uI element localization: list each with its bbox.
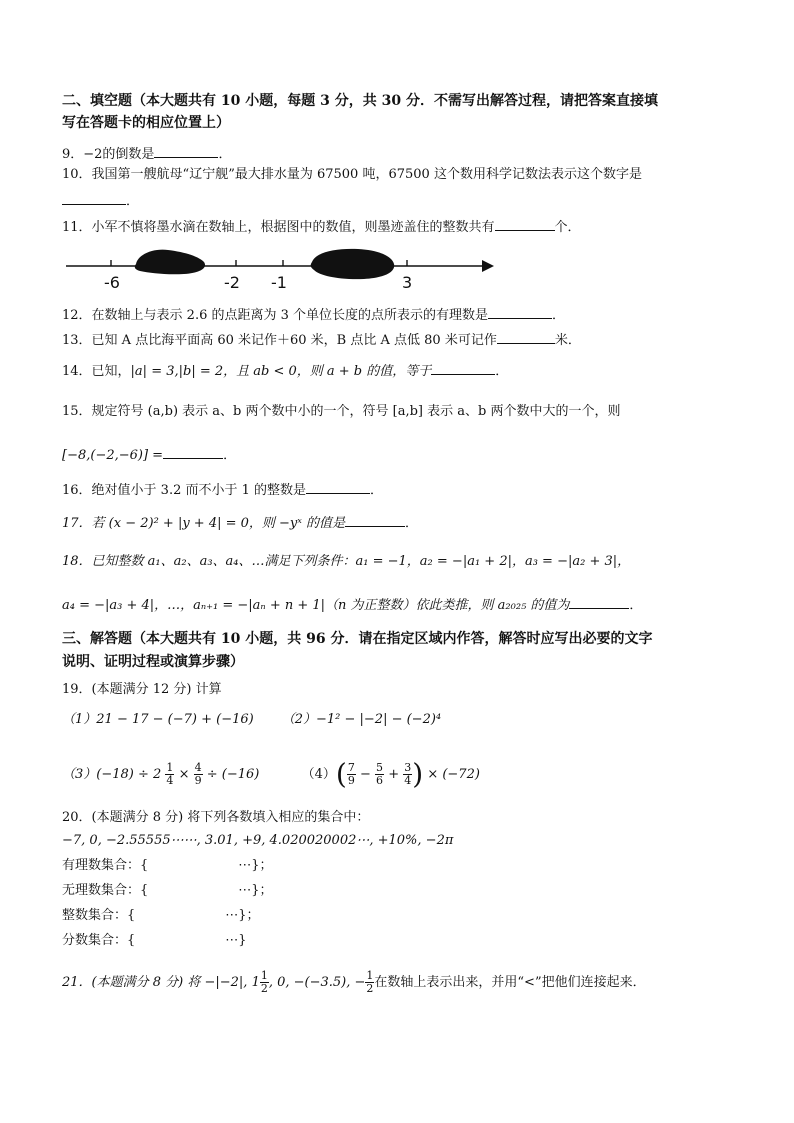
set-integer <box>62 907 260 925</box>
set-fraction-end: ⋯} <box>225 933 247 948</box>
p4-frac3-num: 3 <box>404 761 412 774</box>
section3-heading-2: 说明、证明过程或演算步骤） <box>62 654 244 670</box>
frac1-num: 1 <box>166 761 174 774</box>
q18-line1: 18．已知整数 a₁、a₂、a₃、a₄、…满足下列条件：a₁ = −1，a₂ = −|a₁ + 2|，a₃ = −|a₂ + 3|， <box>62 554 631 569</box>
q19-part3-times: × <box>178 767 190 782</box>
q21-frac2-num: 1 <box>366 969 374 982</box>
set-irrational-end: ⋯}； <box>238 883 273 898</box>
q19-part4-end: × (−72) <box>427 767 480 782</box>
question-18-line2 <box>62 594 642 615</box>
ink-blot-left <box>135 250 205 275</box>
q19-part3-row <box>62 757 480 791</box>
q14-answer-blank[interactable] <box>431 360 495 375</box>
question-21 <box>62 970 646 995</box>
q18-answer-blank[interactable] <box>569 594 629 609</box>
p4-minus: − <box>360 767 371 782</box>
q17-answer-blank[interactable] <box>345 512 405 527</box>
q16-text: 16．绝对值小于 3.2 而不小于 1 的整数是 <box>62 483 307 498</box>
question-17 <box>62 512 418 533</box>
p4-frac3-den: 4 <box>404 774 412 787</box>
set-rational-label: 有理数集合：{ <box>62 858 149 873</box>
frac2-den: 9 <box>194 774 202 787</box>
q21-frac1-den: 2 <box>260 982 268 995</box>
q19-part3-frac1 <box>165 762 174 787</box>
set-integer-end: ⋯}； <box>225 908 260 923</box>
set-irrational-label: 无理数集合：{ <box>62 883 149 898</box>
q11-end: 个． <box>554 220 581 235</box>
q9-text: 9．−2的倒数是 <box>62 147 155 162</box>
question-15-line2 <box>62 444 236 465</box>
question-10 <box>62 166 642 184</box>
p4-frac2-num: 5 <box>376 761 384 774</box>
q14-end: ． <box>495 364 509 379</box>
q19-part4-start: （4） <box>301 767 336 782</box>
q21-part-b: , 0, −(−3.5), − <box>268 975 366 990</box>
q15-expression: [−8,(−2,−6)] = <box>62 448 164 463</box>
set-fraction <box>62 932 247 950</box>
q13-text: 13．已知 A 点比海平面高 60 米记作＋60 米，B 点比 A 点低 80 米可记作 <box>62 333 497 348</box>
q19-part3-end: ÷ (−16) <box>206 767 260 782</box>
q20-numbers: −7, 0, −2.55555⋯⋯, 3.01, +9, 4.020020002⋯, +10%, −2π <box>62 833 454 848</box>
set-fraction-label: 分数集合：{ <box>62 933 136 948</box>
question-19-title: 19．(本题满分 12 分) 计算 <box>62 682 222 697</box>
question-9 <box>62 143 231 164</box>
section2-heading-1: 二、填空题（本大题共有 10 小题，每题 3 分，共 30 分．不需写出解答过程，请把答案直接填 <box>62 93 658 109</box>
q19-part1-row <box>62 711 441 729</box>
q12-answer-blank[interactable] <box>488 304 552 319</box>
question-10-line2 <box>62 190 139 211</box>
number-line-arrow <box>482 260 494 272</box>
question-20-title: 20．(本题满分 8 分) 将下列各数填入相应的集合中： <box>62 810 370 825</box>
q15-answer-blank[interactable] <box>163 444 223 459</box>
q19-part3-start: （3）(−18) ÷ 2 <box>62 767 162 782</box>
set-rational <box>62 857 273 875</box>
p4-frac1-num: 7 <box>347 761 355 774</box>
q18-end: ． <box>629 598 643 613</box>
label-neg2: -2 <box>224 273 240 292</box>
q10-end: ． <box>126 194 140 209</box>
section3-heading-1: 三、解答题（本大题共有 10 小题，共 96 分．请在指定区域内作答，解答时应写出必要的文字 <box>62 631 653 647</box>
q21-frac1-num: 1 <box>260 969 268 982</box>
frac2-num: 4 <box>194 761 202 774</box>
q16-answer-blank[interactable] <box>306 479 370 494</box>
q19-part3-frac2 <box>194 762 203 787</box>
frac1-den: 4 <box>166 774 174 787</box>
q19-part2: （2）−1² − |−2| − (−2)⁴ <box>281 712 442 727</box>
label-3: 3 <box>402 273 413 292</box>
q19-part4-lparen: ( <box>335 757 347 791</box>
q16-end: ． <box>370 483 384 498</box>
question-18 <box>62 553 630 571</box>
number-line-figure <box>66 240 496 296</box>
q13-end: 米． <box>554 333 581 348</box>
ink-blot-right <box>311 249 395 279</box>
q14-expression: |a| = 3,|b| = 2，且 ab < 0，则 a + b 的值，等于 <box>130 364 432 379</box>
q18-line2: a₄ = −|a₃ + 4|，…，aₙ₊₁ = −|aₙ + n + 1|（n 为正整数）依此类推，则 a₂₀₂₅ 的值为 <box>62 598 570 613</box>
set-integer-label: 整数集合：{ <box>62 908 136 923</box>
question-14 <box>62 360 508 381</box>
q21-frac2-den: 2 <box>366 982 374 995</box>
q21-part-a: 21．(本题满分 8 分) 将 −|−2|, 1 <box>62 975 260 990</box>
q19-part4-rparen: ) <box>412 757 424 791</box>
q19-part4-frac1 <box>347 762 356 787</box>
q15-line1: 15．规定符号 (a,b) 表示 a、b 两个数中小的一个，符号 [a,b] 表示 a、b 两个数中大的一个，则 <box>62 404 621 419</box>
question-16 <box>62 479 383 500</box>
q19-part4-frac3 <box>403 762 412 787</box>
q10-text: 10．我国第一艘航母“辽宁舰”最大排水量为 67500 吨，67500 这个数用科学记数法表示这个数字是 <box>62 167 642 182</box>
set-irrational <box>62 882 273 900</box>
q17-text: 17．若 (x − 2)² + |y + 4| = 0，则 −yˣ 的值是 <box>62 516 346 531</box>
q9-end: ． <box>218 147 232 162</box>
q12-text: 12．在数轴上与表示 2.6 的点距离为 3 个单位长度的点所表示的有理数是 <box>62 308 489 323</box>
q11-answer-blank[interactable] <box>495 216 555 231</box>
question-13 <box>62 329 581 350</box>
p4-frac1-den: 9 <box>347 774 355 787</box>
section2-heading-2: 写在答题卡的相应位置上） <box>62 115 230 131</box>
q11-text: 11．小军不慎将墨水滴在数轴上，根据图中的数值，则墨迹盖住的整数共有 <box>62 220 495 235</box>
q14-prefix: 14．已知， <box>62 364 131 379</box>
q21-frac1 <box>260 970 269 995</box>
label-neg1: -1 <box>271 273 287 292</box>
q13-answer-blank[interactable] <box>497 329 555 344</box>
p4-frac2-den: 6 <box>376 774 384 787</box>
q19-part4-frac2 <box>375 762 384 787</box>
label-neg6: -6 <box>104 273 120 292</box>
q10-answer-blank[interactable] <box>62 190 126 205</box>
question-11 <box>62 216 581 237</box>
set-rational-end: ⋯}； <box>238 858 273 873</box>
q9-answer-blank[interactable] <box>154 143 218 158</box>
p4-plus: + <box>388 767 400 782</box>
q21-part-c: 在数轴上表示出来，并用“<”把他们连接起来． <box>374 975 646 990</box>
q19-part1: （1）21 − 17 − (−7) + (−16) <box>62 712 254 727</box>
q17-end: ． <box>405 516 419 531</box>
q12-end: ． <box>552 308 566 323</box>
question-15 <box>62 403 620 421</box>
question-12 <box>62 304 565 325</box>
q15-end: ． <box>223 448 237 463</box>
